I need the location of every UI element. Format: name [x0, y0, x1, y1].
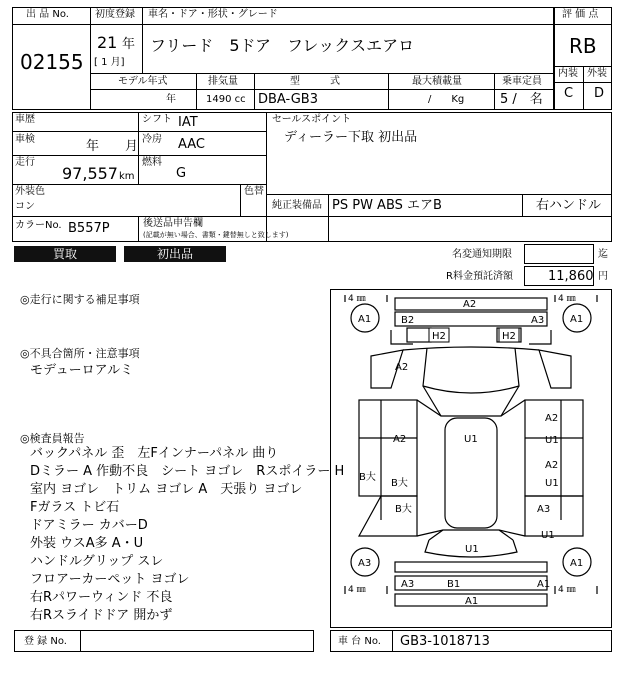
ac-value: AAC [178, 137, 205, 152]
capacity-value: 5 / 名 [500, 92, 543, 107]
mark-h2-right: H2 [502, 331, 516, 342]
buy-badge: 買取 [14, 246, 116, 262]
tire-depth-rear-right: 4 ㎜ [558, 585, 576, 595]
mark-a3-front-right: A3 [531, 315, 545, 326]
steering-value: 右ハンドル [536, 198, 602, 213]
inspector-line: 右Rパワーウィンド 不良 [30, 590, 173, 605]
color-no-value: B557P [68, 221, 110, 236]
mark-u1-right-lower: U1 [541, 530, 555, 541]
car-info-label: 車名・ドア・形状・グレード [148, 9, 278, 20]
mark-b-big-lower: B大 [395, 504, 412, 515]
shift-value: IAT [178, 115, 198, 130]
transfer-deadline-unit: 迄 [598, 249, 608, 260]
mark-front-a2: A2 [463, 299, 477, 310]
displacement-value: 1490 cc [206, 94, 246, 105]
mark-front-left-tire: A1 [358, 314, 372, 325]
inspector-line: 右Rスライドドア 開かず [30, 608, 173, 623]
mark-a3-right-lower: A3 [537, 504, 551, 515]
car-diagram [330, 289, 612, 628]
inspector-line: ハンドルグリップ スレ [30, 554, 164, 569]
mark-b1-rear: B1 [447, 579, 461, 590]
grade-value: RB [569, 34, 597, 58]
inspector-title: ◎検査員報告 [20, 432, 85, 445]
mileage-value: 97,557 [62, 164, 118, 183]
mark-a1-rear-bumper-right: A1 [537, 579, 551, 590]
inspection-value: 年 月 [86, 139, 139, 154]
mark-a2-left-fender: A2 [395, 362, 409, 373]
ext-color-label: 外装色 [15, 186, 45, 197]
interior-grade: C [564, 86, 574, 101]
interior-label: 内装 [558, 68, 578, 79]
inspector-line: Dミラー A 作動不良 シート ヨゴレ Rスポイラー H [30, 464, 345, 479]
mark-a2-right-upper: A2 [545, 413, 559, 424]
header-main [90, 7, 554, 110]
mark-b-big-left: B大 [359, 472, 376, 483]
mileage-unit: km [119, 171, 135, 182]
max-load-label: 最大積載量 [412, 76, 462, 87]
color-no-label: カラーNo. [15, 220, 62, 231]
first-reg-year-unit: 年 [122, 37, 136, 52]
displacement-label: 排気量 [208, 76, 238, 87]
mark-a2-right-mid: A2 [545, 460, 559, 471]
mileage-label: 走行 [15, 157, 35, 168]
mark-h2-left: H2 [432, 331, 446, 342]
sales-point-label: セールスポイント [272, 114, 352, 125]
mark-b-big-mid: B大 [391, 478, 408, 489]
history-label: 車歴 [15, 114, 35, 125]
model-year-label: モデル年式 [118, 76, 168, 87]
ext-color-value: コン [15, 201, 35, 212]
grade-label: 評 価 点 [562, 9, 599, 20]
inspector-line: ドアミラー カバーD [30, 518, 148, 533]
fuel-label: 燃料 [142, 157, 162, 168]
defects-value: モデューロアルミ [30, 363, 134, 378]
sales-point-value: ディーラー下取 初出品 [284, 130, 418, 145]
genuine-value: PS PW ABS エアB [332, 198, 442, 213]
inspector-line: 室内 ヨゴレ トリム ヨゴレ A 天張り ヨゴレ [30, 482, 303, 497]
first-reg-year: 21 [97, 33, 118, 52]
mark-u1-right-upper: U1 [545, 435, 559, 446]
type-label: 型 式 [290, 76, 340, 87]
type-value: DBA-GB3 [258, 92, 318, 107]
transfer-deadline-label: 名変通知期限 [452, 249, 512, 260]
tire-depth-front-left: 4 ㎜ [348, 294, 366, 304]
transfer-deadline-box [524, 244, 594, 264]
mark-u1-roof: U1 [464, 434, 478, 445]
lot-number: 02155 [20, 50, 84, 74]
mark-a1-rear-bottom: A1 [465, 596, 479, 607]
exterior-grade: D [594, 86, 605, 101]
first-reg-month: [ 1 月] [94, 57, 125, 68]
capacity-label: 乗車定員 [502, 76, 542, 87]
registration-label: 登 録 No. [24, 636, 67, 647]
inspector-line: Fガラス トビ石 [30, 500, 120, 515]
post-label: 後送品申告欄 [143, 218, 203, 229]
genuine-label: 純正装備品 [272, 200, 322, 211]
first-listing-badge: 初出品 [124, 246, 226, 262]
mark-front-right-tire: A1 [570, 314, 584, 325]
fuel-value: G [176, 166, 187, 181]
mark-rear-right-tire: A1 [570, 558, 584, 569]
shift-label: シフト [142, 114, 172, 125]
mark-rear-left-tire: A3 [358, 558, 372, 569]
mark-b2: B2 [401, 315, 415, 326]
lot-label: 出 品 No. [26, 9, 69, 20]
inspection-label: 車検 [15, 134, 35, 145]
mark-u1-rear: U1 [465, 544, 479, 555]
ac-label: 冷房 [142, 134, 162, 145]
mark-u1-right-mid: U1 [545, 478, 559, 489]
color-change-label: 色替 [244, 186, 264, 197]
mark-a3-rear-bumper: A3 [401, 579, 415, 590]
tire-depth-front-right: 4 ㎜ [558, 294, 576, 304]
chassis-label: 車 台 No. [338, 636, 381, 647]
recycle-label: R料金預託済額 [446, 271, 513, 282]
car-name: フリード 5ドア フレックスエアロ [150, 36, 415, 55]
model-year-unit: 年 [166, 94, 176, 105]
inspector-line: バックパネル 歪 左Fインナーパネル 曲り [30, 446, 279, 461]
driving-remarks-title: ◎走行に関する補足事項 [20, 293, 140, 306]
inspector-line: フロアーカーペット ヨゴレ [30, 572, 190, 587]
max-load-value: / Kg [428, 94, 465, 105]
recycle-unit: 円 [598, 271, 608, 282]
exterior-label: 外装 [587, 68, 607, 79]
tire-depth-rear-left: 4 ㎜ [348, 585, 366, 595]
inspector-line: 外装 ウスA多 A・U [30, 536, 144, 551]
recycle-amount: 11,860 [548, 269, 594, 284]
post-note: (記載が無い場合、書類・鍵替無しと致します) [143, 231, 289, 239]
first-reg-label: 初度登録 [95, 9, 135, 20]
mark-a2-left-door: A2 [393, 434, 407, 445]
defects-title: ◎不具合箇所・注意事項 [20, 347, 140, 360]
chassis-number: GB3-1018713 [400, 634, 490, 649]
